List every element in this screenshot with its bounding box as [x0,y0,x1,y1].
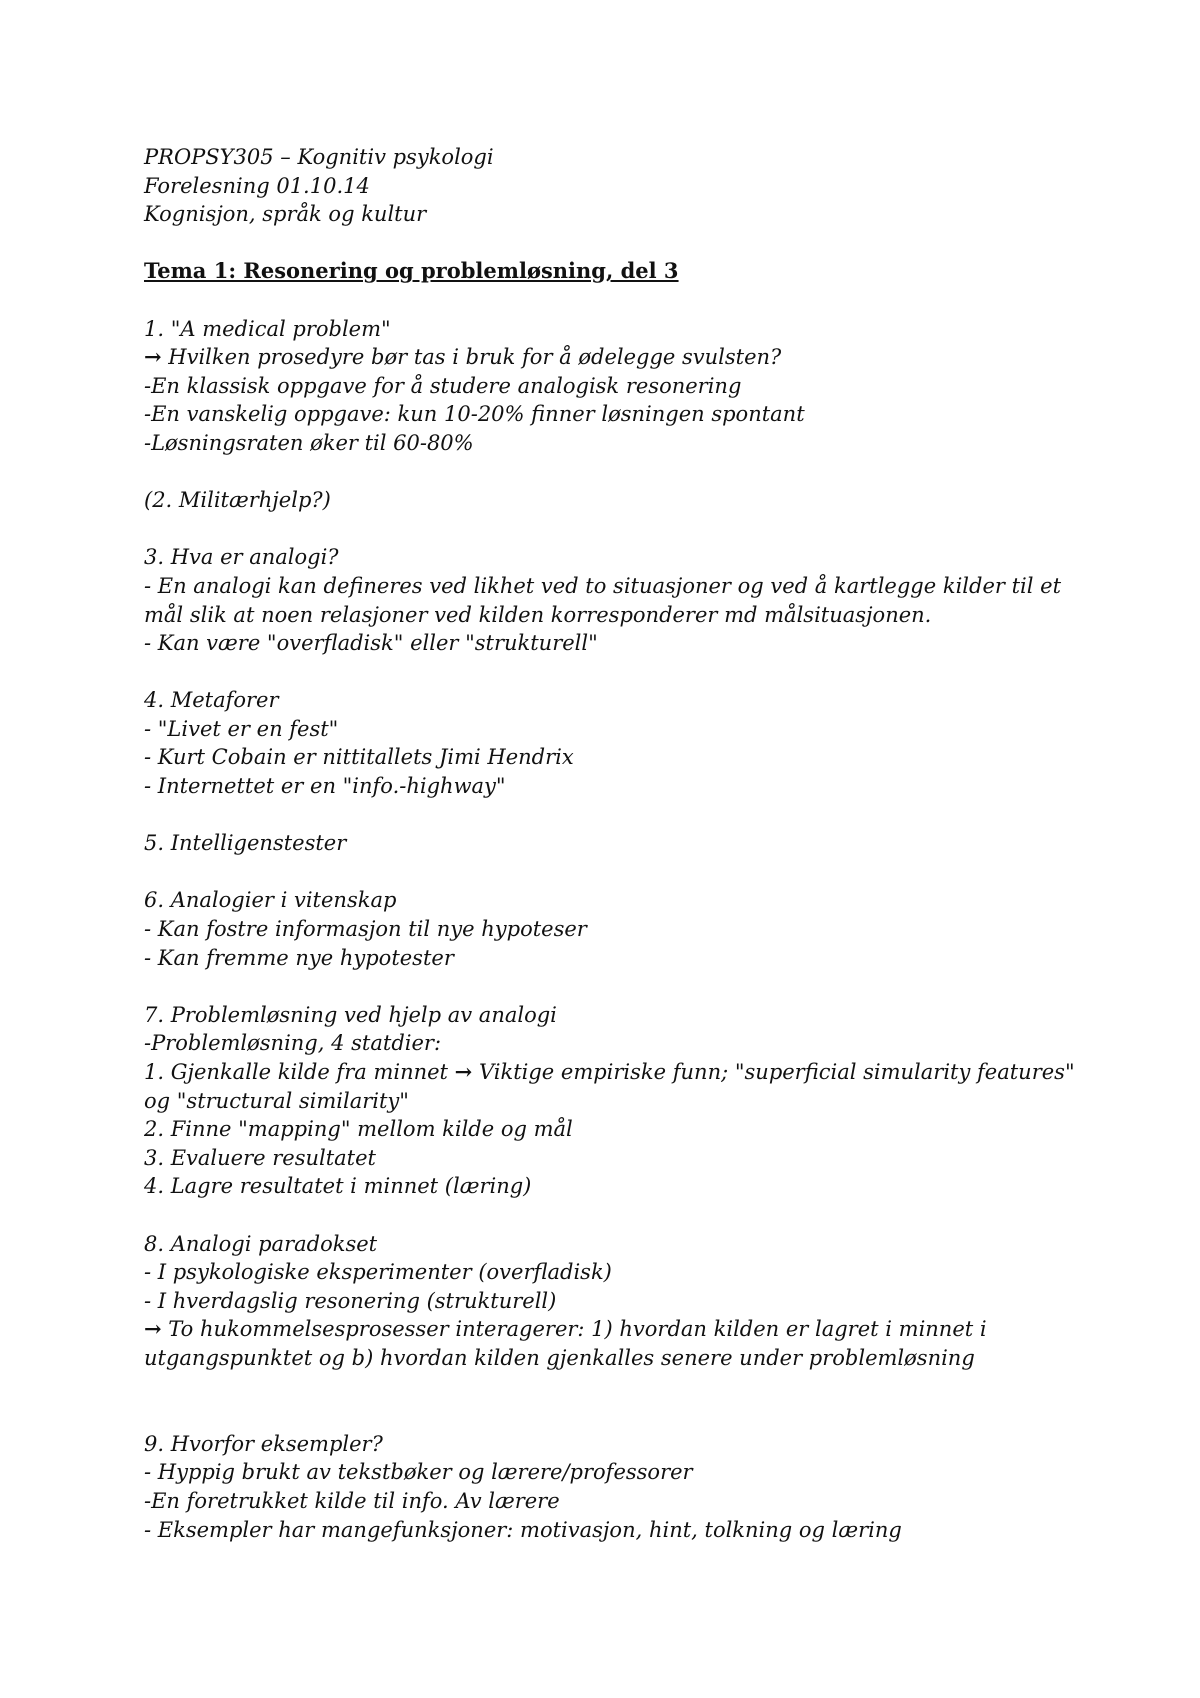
section-9-point: - Eksempler har mangefunksjoner: motivasjon, hint, tolkning og læring [144,1517,902,1542]
lecture-topic: Kognisjon, språk og kultur [144,202,427,227]
section-8-conclusion: To hukommelsesprosesser interagerer: 1) hvordan kilden er lagret i minnet i utgangspunktet og b) hvordan kilden gjenkalles senere under problemløsning [144,1317,987,1370]
section-4-point: - "Livet er en fest" [144,716,339,741]
section-6-point: - Kan fostre informasjon til nye hypoteser [144,917,587,942]
section-7-stage-2: 2. Finne "mapping" mellom kilde og mål [144,1117,573,1142]
spacer [144,515,1084,544]
stage-1-text: 1. Gjenkalle kilde fra minnet [144,1060,455,1084]
section-3-title: 3. Hva er analogi? [144,545,339,570]
section-4-title: 4. Metaforer [144,688,279,713]
section-4-point: - Internettet er en "info.-highway" [144,774,506,799]
spacer [144,1373,1084,1430]
section-8-arrow-line [144,1315,1084,1372]
section-heading: Tema 1: Resonering og problemløsning, del 3 [144,258,679,284]
section-1-point: -Løsningsraten øker til 60-80% [144,430,474,455]
section-3-point: - Kan være "overfladisk" eller "strukturell" [144,631,598,656]
section-1-arrow-line [144,343,1084,372]
section-9-point: - Hyppig brukt av tekstbøker og lærere/professorer [144,1460,693,1485]
section-5-title: 5. Intelligenstester [144,831,347,856]
section-2-title: (2. Militærhjelp?) [144,488,331,513]
spacer [144,858,1084,887]
spacer [144,286,1084,315]
course-title: PROPSY305 – Kognitiv psykologi [144,145,494,169]
spacer [144,1201,1084,1230]
stage-1-findings: Viktige empiriske funn; "superficial simularity features" og "structural similarity" [144,1060,1075,1113]
section-4-point: - Kurt Cobain er nittitallets Jimi Hendrix [144,745,574,770]
section-8-point: - I hverdagslig resonering (strukturell) [144,1288,557,1313]
spacer [144,229,1084,258]
document-body [144,143,1084,1544]
lecture-date: Forelesning 01.10.14 [144,173,370,198]
spacer [144,458,1084,487]
section-9-title: 9. Hvorfor eksempler? [144,1431,383,1456]
section-7-title: 7. Problemløsning ved hjelp av analogi [144,1002,557,1027]
section-3-definition: - En analogi kan defineres ved likhet ved to situasjoner og ved å kartlegge kilder til et mål slik at noen relasjoner ved kilden korresponderer md målsituasjonen. [144,573,1062,627]
section-6-title: 6. Analogier i vitenskap [144,888,397,913]
spacer [144,972,1084,1001]
arrow-right-icon: → [144,344,162,370]
section-7-stage-4: 4. Lagre resultatet i minnet (læring) [144,1174,532,1199]
spacer [144,801,1084,830]
section-7-point: -Problemløsning, 4 statdier: [144,1031,442,1056]
section-8-point: - I psykologiske eksperimenter (overfladisk) [144,1260,612,1285]
section-9-point: -En foretrukket kilde til info. Av lærere [144,1488,560,1513]
section-7-stage-1 [144,1058,1084,1115]
section-7-stage-3: 3. Evaluere resultatet [144,1145,376,1170]
section-1-question: Hvilken prosedyre bør tas i bruk for å ødelegge svulsten? [161,345,782,370]
arrow-right-icon: → [454,1059,473,1084]
section-6-point: - Kan fremme nye hypotester [144,945,454,970]
arrow-right-icon: → [144,1316,162,1342]
section-1-point: -En vanskelig oppgave: kun 10-20% finner løsningen spontant [144,402,805,427]
section-1-point: -En klassisk oppgave for å studere analogisk resonering [144,373,742,398]
section-1-title: 1. "A medical problem" [144,316,391,341]
section-8-title: 8. Analogi paradokset [144,1231,378,1256]
spacer [144,658,1084,687]
